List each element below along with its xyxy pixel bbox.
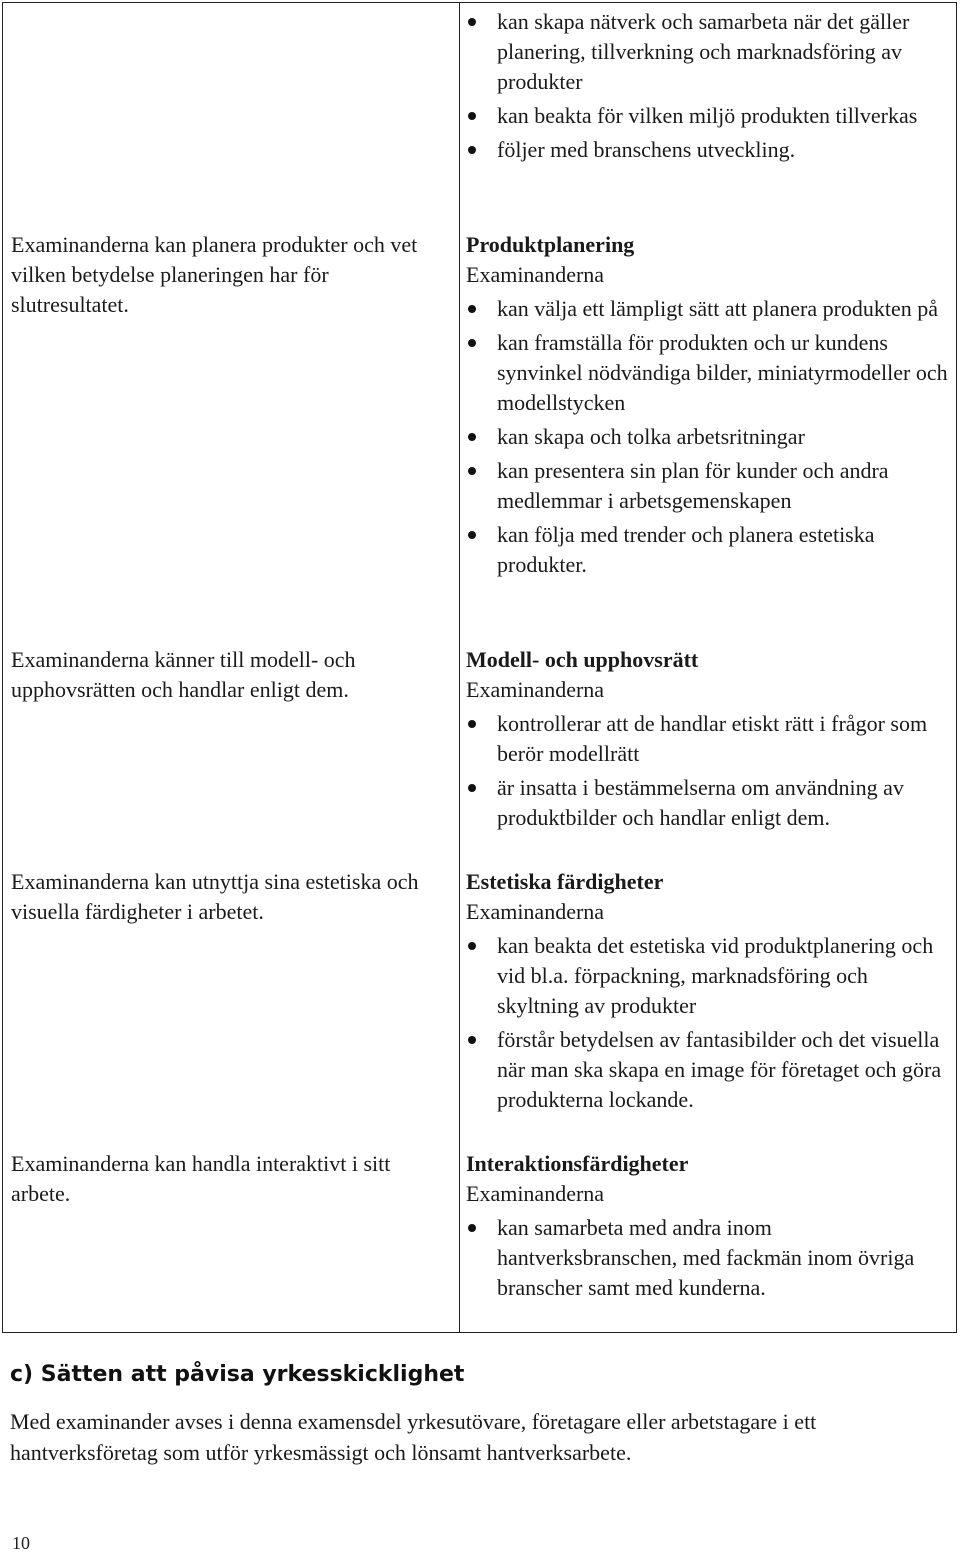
list-item: kan välja ett lämpligt sätt att planera produkten på <box>466 294 951 324</box>
list-item: kan presentera sin plan för kunder och andra medlemmar i arbetsgemenskapen <box>466 456 951 516</box>
list-item: kontrollerar att de handlar etiskt rätt i frågor som berör modellrätt <box>466 709 951 769</box>
list-item: är insatta i bestämmelserna om användning av produktbilder och handlar enligt dem. <box>466 773 951 833</box>
list-item: kan samarbeta med andra inom hantverksbranschen, med fackmän inom övriga branscher samt med kunderna. <box>466 1213 951 1303</box>
target-cell <box>466 645 951 837</box>
target-heading: Modell- och upphovsrätt <box>466 647 699 672</box>
list-item: kan framställa för produkten och ur kundens synvinkel nödvändiga bilder, miniatyrmodeller och modellstycken <box>466 328 951 418</box>
criterion-text: Examinanderna känner till modell- och upphovsrätten och handlar enligt dem. <box>11 647 356 702</box>
list-item: följer med branschens utveckling. <box>466 135 951 165</box>
section-title: c) Sätten att påvisa yrkesskicklighet <box>10 1362 465 1387</box>
criteria-table <box>2 2 957 1333</box>
column-divider <box>459 3 460 1332</box>
criterion-text: Examinanderna kan utnyttja sina estetiska och visuella färdigheter i arbetet. <box>11 869 419 924</box>
criterion-text: Examinanderna kan handla interaktivt i sitt arbete. <box>11 1151 391 1206</box>
target-cell <box>466 1149 951 1307</box>
target-cell <box>466 230 951 584</box>
list-item: kan beakta för vilken miljö produkten tillverkas <box>466 101 951 131</box>
target-heading: Produktplanering <box>466 232 635 257</box>
target-subject: Examinanderna <box>466 899 605 924</box>
bullet-list <box>466 7 951 165</box>
list-item: förstår betydelsen av fantasibilder och det visuella när man ska skapa en image för företaget och göra produkterna lockande. <box>466 1025 951 1115</box>
target-subject: Examinanderna <box>466 262 605 287</box>
bullet-list <box>466 931 951 1115</box>
section-body: Med examinander avses i denna examensdel yrkesutövare, företagare eller arbetstagare i ett hantverksföretag som utför yrkesmässigt och lönsamt hantverksarbete. <box>10 1409 817 1465</box>
target-cell <box>466 867 951 1119</box>
list-item: kan följa med trender och planera estetiska produkter. <box>466 520 951 580</box>
page-number: 10 <box>12 1533 30 1553</box>
target-heading: Interaktionsfärdigheter <box>466 1151 689 1176</box>
bullet-list <box>466 294 951 580</box>
list-item: kan skapa och tolka arbetsritningar <box>466 422 951 452</box>
continuation-cell <box>466 7 951 169</box>
criterion-text: Examinanderna kan planera produkter och vet vilken betydelse planeringen har för slutresultatet. <box>11 232 418 317</box>
target-subject: Examinanderna <box>466 677 605 702</box>
target-heading: Estetiska färdigheter <box>466 869 664 894</box>
bullet-list <box>466 709 951 833</box>
bullet-list <box>466 1213 951 1303</box>
target-subject: Examinanderna <box>466 1181 605 1206</box>
list-item: kan beakta det estetiska vid produktplanering och vid bl.a. förpackning, marknadsföring och skyltning av produkter <box>466 931 951 1021</box>
list-item: kan skapa nätverk och samarbeta när det gäller planering, tillverkning och marknadsföring av produkter <box>466 7 951 97</box>
